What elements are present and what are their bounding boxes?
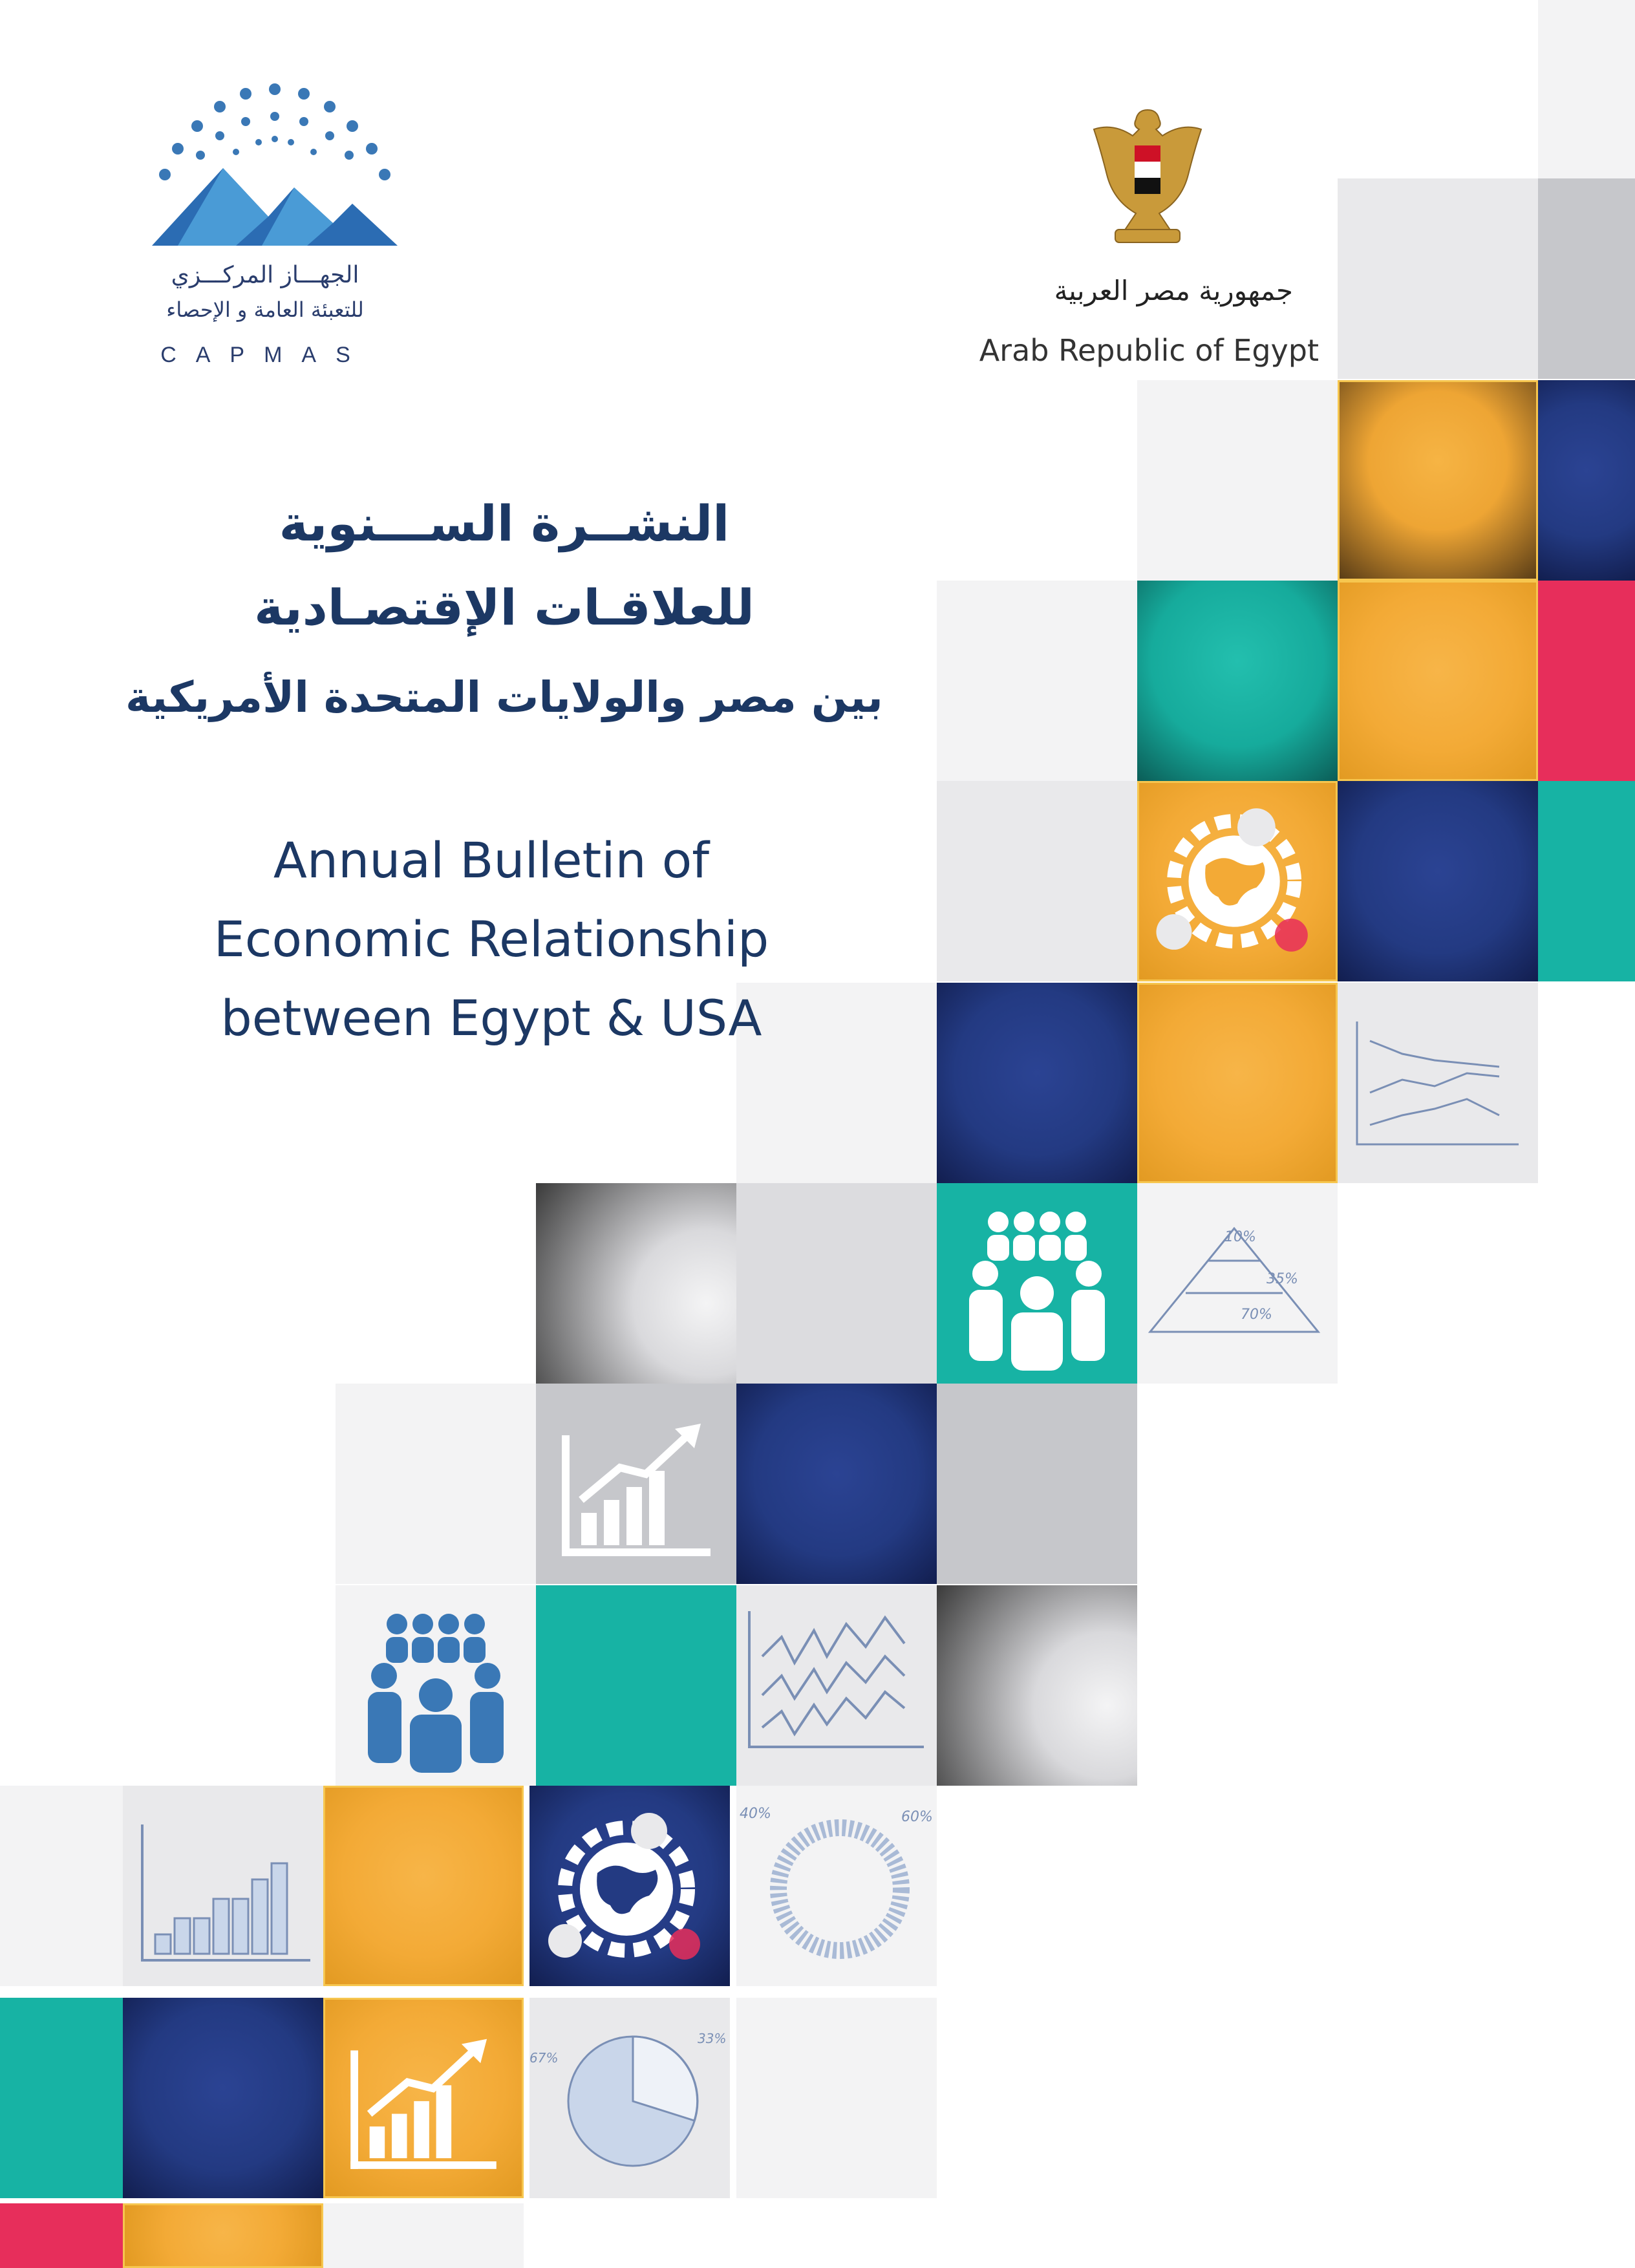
pyramid-label-1: 10% — [1224, 1229, 1256, 1245]
title-ar-line3: بين مصر والولايات المتحدة الأمريكية — [125, 672, 883, 722]
tile-pie — [529, 1998, 730, 2198]
republic-name-ar: جمهورية مصر العربية — [1054, 275, 1293, 306]
donut-chart-icon — [736, 1786, 937, 1986]
tile — [336, 1384, 536, 1584]
people-group-icon — [336, 1585, 536, 1786]
tile-bar-up — [536, 1384, 736, 1584]
tile — [1338, 781, 1538, 981]
tile — [536, 1585, 736, 1786]
republic-name-en: Arab Republic of Egypt — [979, 333, 1319, 368]
tile — [0, 2203, 123, 2268]
tile-gear-globe-navy — [529, 1786, 730, 1986]
tile-bar-up-orange — [323, 1998, 524, 2198]
people-group-icon — [937, 1183, 1137, 1384]
eagle-emblem — [1086, 97, 1209, 252]
tile-pyramid — [1137, 1183, 1338, 1384]
line-chart-icon — [1338, 983, 1538, 1183]
tile — [1538, 581, 1635, 781]
tile — [123, 2203, 323, 2268]
gear-globe-icon — [529, 1786, 730, 1986]
capmas-name-ar-line2: للتعبئة العامة و الإحصاء — [166, 297, 364, 322]
title-en-line3: between Egypt & USA — [220, 989, 762, 1047]
pyramid-label-2: 35% — [1266, 1271, 1298, 1287]
bar-chart-up-icon — [536, 1384, 736, 1584]
bar-chart-up-icon — [123, 1786, 323, 1986]
bar-chart-up-icon — [325, 2000, 522, 2196]
capmas-name-en: CAPMAS — [160, 343, 370, 367]
tile — [1538, 781, 1635, 981]
tile — [0, 1998, 123, 2198]
gear-globe-icon — [1139, 783, 1336, 979]
tile — [736, 1998, 937, 2198]
tile — [1538, 178, 1635, 379]
capmas-logo — [139, 71, 411, 375]
tile — [123, 1998, 323, 2198]
tile — [937, 1384, 1137, 1584]
pyramid-label-3: 70% — [1241, 1307, 1272, 1323]
tile — [323, 2203, 524, 2268]
tile-people — [937, 1183, 1137, 1384]
tile-line-chart — [1338, 983, 1538, 1183]
donut-label-2: 60% — [901, 1809, 933, 1825]
tile — [536, 1183, 736, 1384]
tile — [937, 983, 1137, 1183]
tile — [937, 1585, 1137, 1786]
tile — [937, 781, 1137, 981]
title-ar-line2: للعلاقـات الإقتصـادية — [254, 579, 754, 636]
tile — [1137, 380, 1338, 581]
pie-label-2: 33% — [698, 2031, 727, 2046]
tile — [1338, 380, 1538, 581]
tile — [1338, 581, 1538, 781]
pyramid-chart-icon — [1137, 1183, 1338, 1384]
tile — [1137, 983, 1338, 1183]
tile-donut — [736, 1786, 937, 1986]
pie-chart-icon — [529, 1998, 730, 2198]
pie-label-1: 67% — [529, 2050, 559, 2066]
capmas-name-ar-line1: الجهـــاز المركـــزي — [171, 262, 359, 288]
tile — [0, 1786, 123, 1986]
line-chart-icon — [736, 1585, 937, 1786]
title-en-line1: Annual Bulletin of — [273, 831, 710, 889]
title-en-line2: Economic Relationship — [213, 910, 769, 968]
tile-people-blue — [336, 1585, 536, 1786]
tile — [1538, 380, 1635, 581]
tile-bar-chart — [123, 1786, 323, 1986]
tile — [736, 1384, 937, 1584]
tile-gear-globe — [1137, 781, 1338, 981]
tile — [937, 581, 1137, 781]
tile — [1338, 178, 1538, 379]
tile — [736, 1183, 937, 1384]
tile-wave-chart — [736, 1585, 937, 1786]
tile — [1137, 581, 1338, 781]
title-ar-line1: النشــرة الســـنوية — [279, 495, 730, 552]
tile — [1538, 0, 1635, 178]
donut-label-1: 40% — [740, 1806, 771, 1822]
tile — [323, 1786, 524, 1986]
